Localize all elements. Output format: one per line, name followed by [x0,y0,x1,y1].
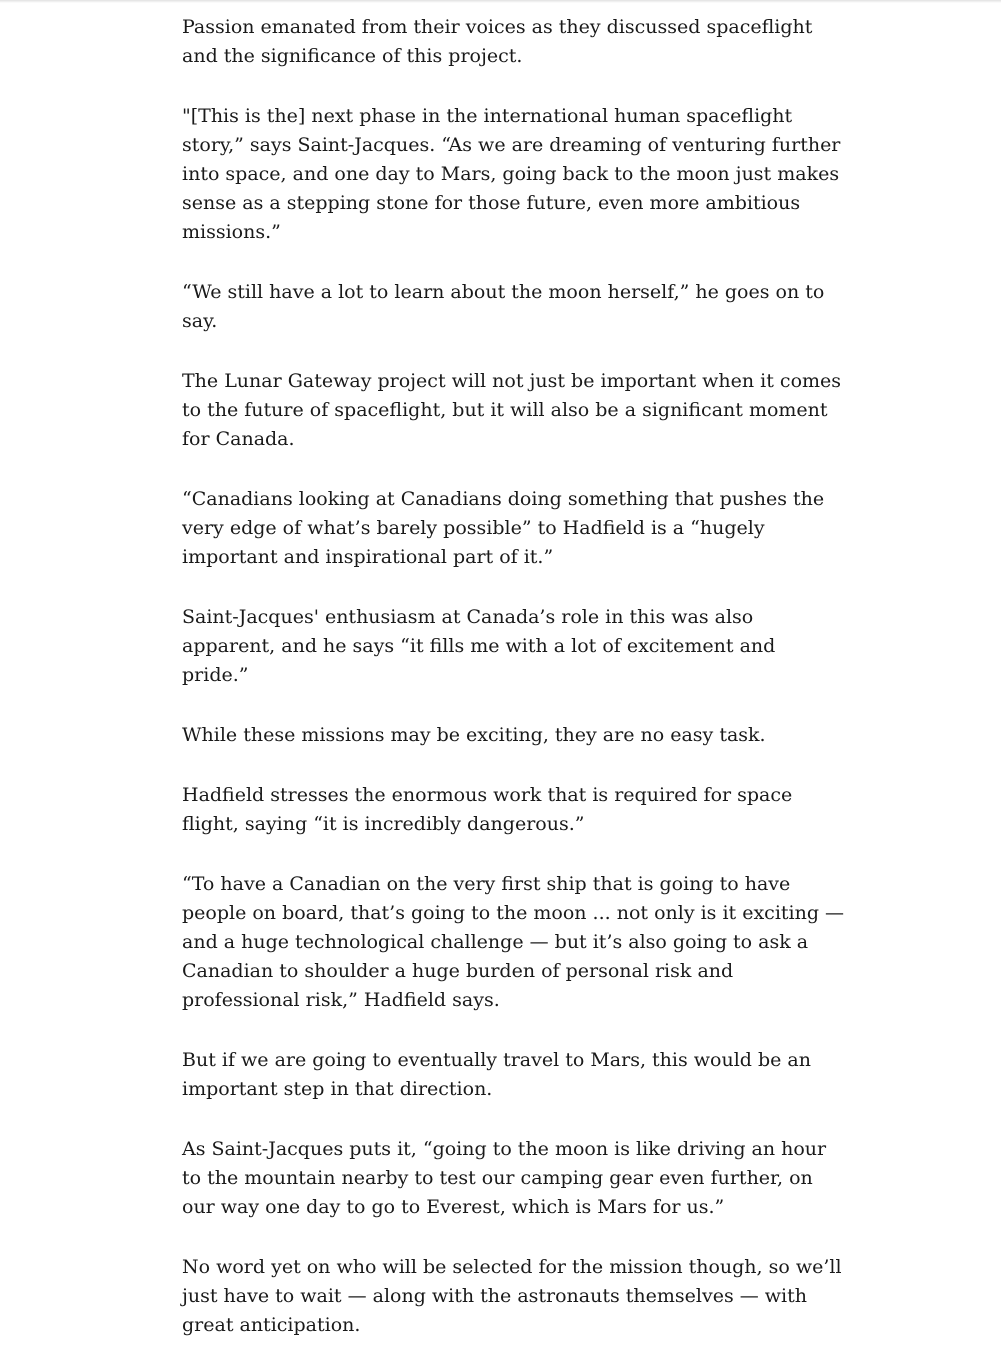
article-paragraph: “To have a Canadian on the very first ship that is going to have people on board, that’s going to the moon ... not only is it exciting — and a huge technological challenge — but it’s also going to ask a Canadian to shoulder a huge burden of personal risk and professional risk,” Hadfield says. [182,873,845,1011]
article-paragraph: But if we are going to eventually travel to Mars, this would be an important step in that direction. [182,1049,811,1100]
article-paragraph: As Saint-Jacques puts it, “going to the moon is like driving an hour to the mountain nearby to test our camping gear even further, on our way one day to go to Everest, which is Mars for us.” [182,1138,827,1218]
top-shadow-divider [0,0,1001,3]
article-paragraph: Hadfield stresses the enormous work that is required for space flight, saying “it is incredibly dangerous.” [182,784,793,835]
article-paragraph: “Canadians looking at Canadians doing something that pushes the very edge of what’s barely possible” to Hadfield is a “hugely important and inspirational part of it.” [182,488,825,568]
article-paragraph: "[This is the] next phase in the international human spaceflight story,” says Saint-Jacques. “As we are dreaming of venturing further into space, and one day to Mars, going back to the moon just makes sense as a stepping stone for those future, even more ambitious missions.” [182,105,841,243]
article-paragraph: “We still have a lot to learn about the moon herself,” he goes on to say. [182,281,825,332]
article-paragraph: Saint-Jacques' enthusiasm at Canada’s role in this was also apparent, and he says “it fills me with a lot of excitement and pride.” [182,606,776,686]
article-paragraph: The Lunar Gateway project will not just be important when it comes to the future of spaceflight, but it will also be a significant moment for Canada. [182,370,842,450]
article-paragraph: Passion emanated from their voices as they discussed spaceflight and the significance of this project. [182,16,813,67]
article-body [182,13,847,1371]
article-paragraph: While these missions may be exciting, they are no easy task. [182,724,766,746]
article-paragraph: No word yet on who will be selected for the mission though, so we’ll just have to wait — along with the astronauts themselves — with great anticipation. [182,1256,842,1336]
